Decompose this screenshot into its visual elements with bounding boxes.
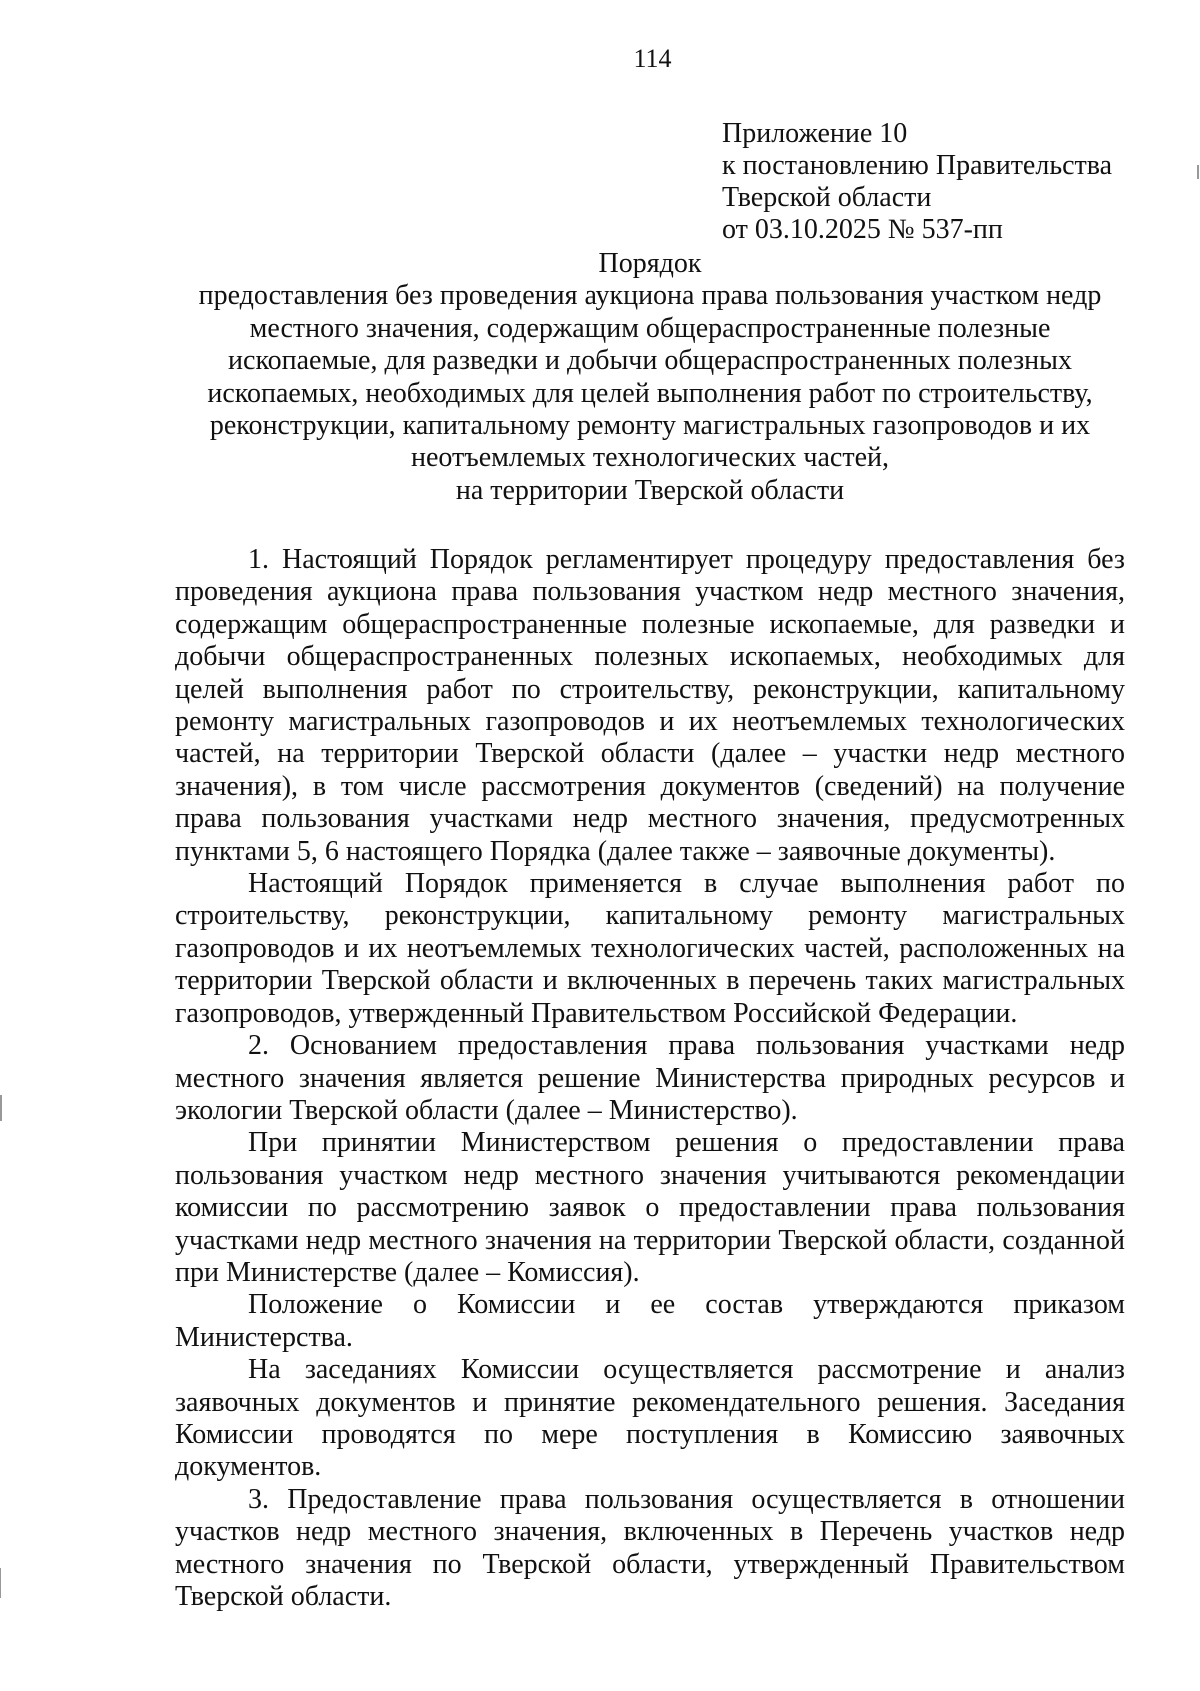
- appendix-block: [722, 118, 1112, 246]
- paragraph-2: 2. Основанием предоставления права пользования участками недр местного значения является решение Министерства природных ресурсов и экологии Тверской области (далее – Министерство).: [175, 1030, 1125, 1126]
- appendix-line: Тверской области: [722, 182, 932, 213]
- paragraph-1: 1. Настоящий Порядок регламентирует процедуру предоставления без проведения аукциона права пользования участком недр местного значения, содержащим общераспространенные полезные ископаемые, для разведки и добычи общераспространенных полезных ископаемых, необходимых для целей выполнения работ по строительству, реконструкции, капитальному ремонту магистральных газопроводов и их неотъемлемых технологических частей, на территории Тверской области (далее – участки недр местного значения), в том числе рассмотрения документов (сведений) на получение права пользования участками недр местного значения, предусмотренных пунктами 5, 6 настоящего Порядка (далее также – заявочные документы).: [175, 544, 1125, 867]
- document-subtitle-line: неотъемлемых технологических частей,: [411, 442, 889, 474]
- document-subtitle-line: местного значения, содержащим общераспространенные полезные: [249, 312, 1051, 344]
- paragraph-2-commission: При принятии Министерством решения о предоставлении права пользования участком недр местного значения учитываются рекомендации комиссии по рассмотрению заявок о предоставлении права пользования участками недр местного значения на территории Тверской области, созданной при Министерстве (далее – Комиссия).: [175, 1127, 1125, 1288]
- document-body: [175, 544, 1125, 1613]
- paragraph-1-continued: Настоящий Порядок применяется в случае выполнения работ по строительству, реконструкции, капитальному ремонту магистральных газопроводов и их неотъемлемых технологических частей, расположенных на территории Тверской области и включенных в перечень таких магистральных газопроводов, утвержденный Правительством Российской Федерации.: [175, 868, 1125, 1029]
- document-subtitle-line: на территории Тверской области: [455, 474, 845, 506]
- document-subtitle-line: реконструкции, капитальному ремонту магистральных газопроводов и их: [209, 410, 1091, 442]
- scan-edge-mark: [0, 1568, 1, 1598]
- paragraph-3: 3. Предоставление права пользования осуществляется в отношении участков недр местного значения, включенных в Перечень участков недр местного значения по Тверской области, утвержденный Правительством Тверской области.: [175, 1483, 1125, 1612]
- document-subtitle-line: предоставления без проведения аукциона права пользования участком недр: [198, 280, 1102, 312]
- appendix-line: от 03.10.2025 № 537-пп: [722, 214, 1003, 245]
- document-heading: [150, 248, 1150, 507]
- page-number: 114: [633, 44, 672, 73]
- appendix-line: Приложение 10: [722, 118, 908, 149]
- document-title: Порядок: [598, 248, 702, 279]
- paragraph-2-meetings: На заседаниях Комиссии осуществляется рассмотрение и анализ заявочных документов и принятие рекомендательного решения. Заседания Комиссии проводятся по мере поступления в Комиссию заявочных документов.: [175, 1354, 1125, 1483]
- document-subtitle-line: ископаемых, необходимых для целей выполнения работ по строительству,: [207, 377, 1093, 409]
- document-subtitle-line: ископаемые, для разведки и добычи общераспространенных полезных: [228, 345, 1072, 377]
- scan-edge-mark: [0, 1095, 2, 1121]
- paragraph-2-regulation: Положение о Комиссии и ее состав утверждаются приказом Министерства.: [175, 1289, 1125, 1353]
- appendix-line: к постановлению Правительства: [722, 150, 1113, 181]
- scan-edge-mark: [1197, 165, 1199, 179]
